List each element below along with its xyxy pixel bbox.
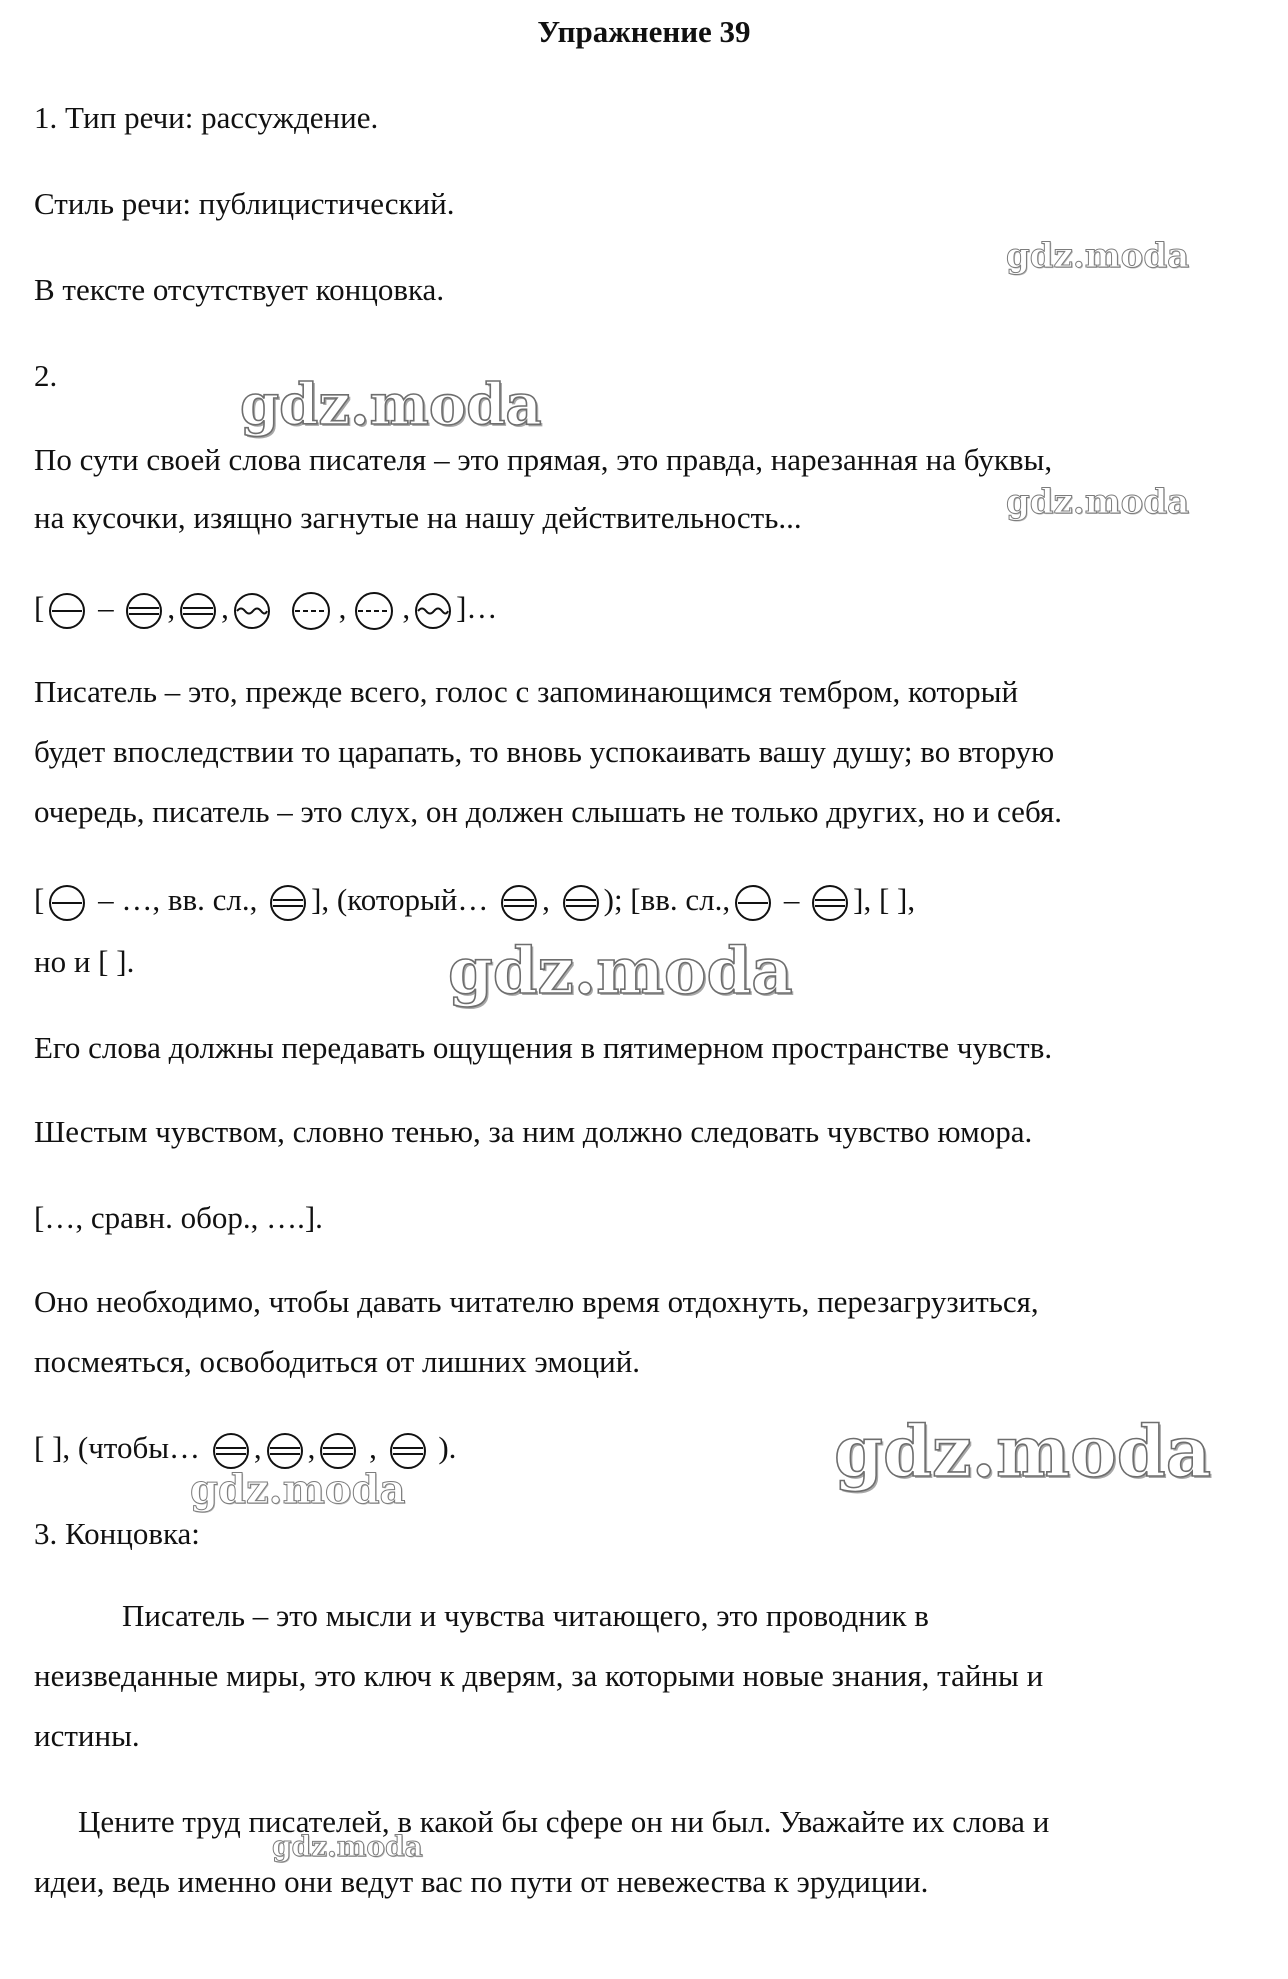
subject-circle-icon — [46, 591, 88, 631]
paragraph-1-line-1: По сути своей слова писателя – это прямая, это правда, нарезанная на буквы, — [34, 442, 1053, 477]
watermark-logo: gdz.moda — [1006, 482, 1190, 522]
scheme-text: ). — [438, 1430, 457, 1465]
paragraph-2-line-3: очередь, писатель – это слух, он должен слышать не только других, но и себя. — [34, 794, 1062, 829]
attribute-circle-icon — [412, 591, 454, 631]
scheme-bracket: [ — [34, 590, 45, 625]
ending-paragraph-1-line-3: истины. — [34, 1718, 140, 1753]
scheme-text: ], [ ], — [853, 882, 916, 917]
sentence-scheme-1: [ – , , , , ]… — [34, 588, 497, 631]
scheme-text: – — [783, 882, 800, 917]
paragraph-5-line-2: посмеяться, освободиться от лишних эмоций. — [34, 1344, 641, 1379]
predicate-circle-icon — [498, 883, 540, 923]
watermark-logo: gdz.moda — [190, 1466, 406, 1513]
predicate-circle-icon — [210, 1431, 252, 1471]
paragraph-2-line-1: Писатель – это, прежде всего, голос с запоминающимся тембром, который — [34, 674, 1019, 709]
paragraph-5-line-1: Оно необходимо, чтобы давать читателю время отдохнуть, перезагрузиться, — [34, 1284, 1039, 1319]
scheme-dash: – — [98, 590, 114, 625]
scheme-text: [ — [34, 882, 45, 917]
paragraph-3: Его слова должны передавать ощущения в пятимерном пространстве чувств. — [34, 1030, 1053, 1065]
predicate-circle-icon — [560, 883, 602, 923]
predicate-circle-icon — [809, 883, 851, 923]
scheme-comma: , — [307, 1430, 316, 1465]
scheme-bracket-close: ]… — [456, 590, 498, 625]
scheme-comma: , — [369, 1430, 377, 1465]
watermark-logo: gdz.moda — [1006, 236, 1190, 276]
subject-circle-icon — [46, 883, 88, 923]
sentence-scheme-3: […, сравн. обор., ….]. — [34, 1200, 323, 1235]
scheme-text: ], (который… — [311, 882, 489, 917]
predicate-circle-icon — [123, 591, 165, 631]
ending-missing-line: В тексте отсутствует концовка. — [34, 272, 445, 307]
ending-paragraph-2-line-2: идеи, ведь именно они ведут вас по пути от невежества к эрудиции. — [34, 1864, 929, 1899]
predicate-circle-icon — [387, 1431, 429, 1471]
scheme-text: , — [542, 882, 550, 917]
watermark-logo: gdz.moda — [240, 372, 542, 438]
predicate-circle-icon — [264, 1431, 306, 1471]
predicate-circle-icon — [177, 591, 219, 631]
speech-type-line: 1. Тип речи: рассуждение. — [34, 100, 379, 135]
attribute-circle-icon — [231, 591, 273, 631]
section-2-number: 2. — [34, 358, 58, 393]
page-title: Упражнение 39 — [537, 14, 751, 49]
paragraph-4: Шестым чувством, словно тенью, за ним должно следовать чувство юмора. — [34, 1114, 1033, 1149]
sentence-scheme-2-continued: но и [ ]. — [34, 944, 135, 979]
scheme-text: – …, вв. сл., — [98, 882, 258, 917]
watermark-logo: gdz.moda — [272, 1830, 423, 1863]
scheme-text: ); [вв. сл., — [603, 882, 731, 917]
section-3-heading: 3. Концовка: — [34, 1516, 200, 1551]
predicate-circle-icon — [267, 883, 309, 923]
scheme-comma: , — [253, 1430, 262, 1465]
ending-paragraph-1-line-1: Писатель – это мысли и чувства читающего, это проводник в — [122, 1598, 929, 1633]
ending-paragraph-2-line-1: Цените труд писателей, в какой бы сфере он ни был. Уважайте их слова и — [78, 1804, 1050, 1839]
sentence-scheme-2 — [34, 880, 915, 923]
subject-circle-icon — [732, 883, 774, 923]
speech-style-line: Стиль речи: публицистический. — [34, 186, 455, 221]
paragraph-1-line-2: на кусочки, изящно загнутые на нашу действительность... — [34, 500, 802, 535]
watermark-logo: gdz.moda — [834, 1410, 1212, 1493]
ending-paragraph-1-line-2: неизведанные миры, это ключ к дверям, за которыми новые знания, тайны и — [34, 1658, 1044, 1693]
object-circle-icon — [348, 591, 400, 631]
scheme-text: [ ], (чтобы… — [34, 1430, 201, 1465]
object-circle-icon — [285, 591, 337, 631]
predicate-circle-icon — [317, 1431, 359, 1471]
paragraph-2-line-2: будет впоследствии то царапать, то вновь успокаивать вашу душу; во вторую — [34, 734, 1055, 769]
sentence-scheme-4 — [34, 1428, 456, 1471]
watermark-logo: gdz.moda — [448, 934, 793, 1009]
